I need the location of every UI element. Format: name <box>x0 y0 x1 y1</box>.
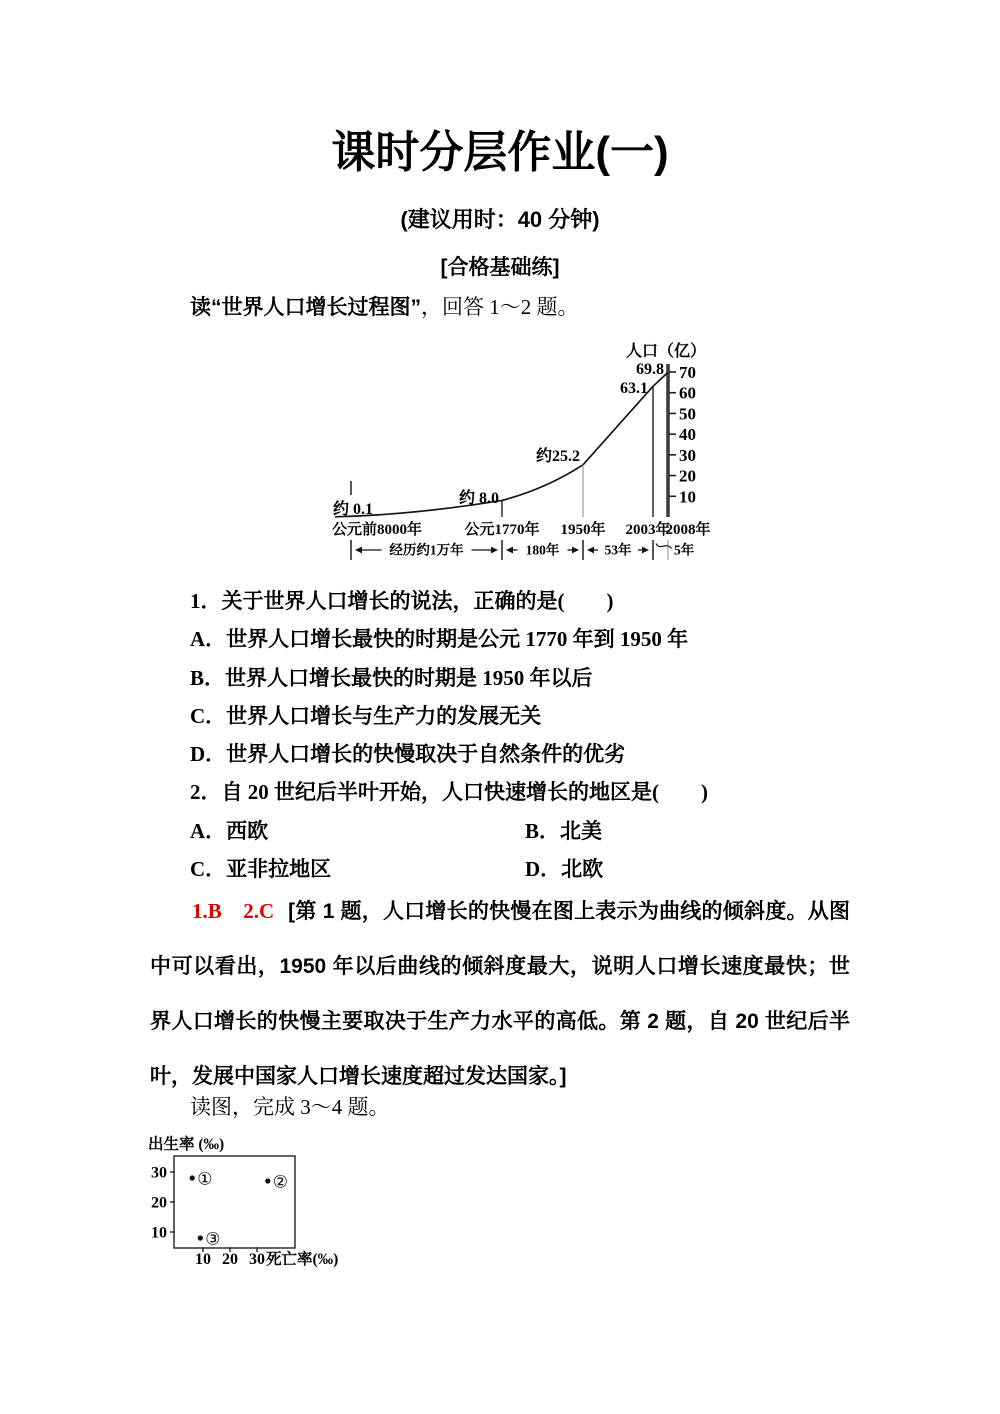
question-2-option-b: B．北美 <box>525 818 603 843</box>
answer-labels: 1.B 2.C <box>192 899 275 923</box>
point-label: 约25.2 <box>535 448 580 465</box>
arrowhead-right <box>572 547 579 554</box>
x-axis-label: 2003年 <box>625 522 671 538</box>
y-axis-title: 人口（亿） <box>625 343 707 360</box>
section-header: [合格基础练] <box>440 256 560 279</box>
reading-instruction-1 <box>190 292 579 323</box>
reading-instruction-2: 读图，完成 3～4 题。 <box>190 1095 390 1119</box>
y-tick-label: 70 <box>679 363 696 382</box>
data-point-label: ② <box>272 1172 289 1192</box>
interval-label: 180年 <box>525 542 560 558</box>
data-point <box>265 1178 270 1183</box>
point-label: 约 8.0 <box>458 490 499 507</box>
suggested-time: (建议用时：40 分钟) <box>400 207 600 232</box>
x-axis-label: 1950年 <box>560 522 606 538</box>
arrowhead-right <box>491 547 498 554</box>
question-2-option-d: D．北欧 <box>525 857 604 882</box>
y-tick-label: 20 <box>151 1194 167 1212</box>
arrowhead-left <box>355 547 362 554</box>
reading-instruction-1-bold: 读“世界人口增长过程图” <box>190 296 421 319</box>
x-tick-label: 10 <box>195 1251 211 1268</box>
interval-label: 53年 <box>604 542 632 558</box>
y-tick-label: 20 <box>679 466 696 486</box>
question-1-stem: 1．关于世界人口增长的说法，正确的是( ) <box>190 589 614 613</box>
question-2-stem: 2．自 20 世纪后半叶开始，人口快速增长的地区是( ) <box>190 780 708 805</box>
y-tick-label: 40 <box>679 425 696 445</box>
question-2-options-row-2 <box>190 850 885 888</box>
data-point <box>190 1175 195 1180</box>
question-2-option-c: C．亚非拉地区 <box>190 857 332 882</box>
interval-label: 经历约1万年 <box>389 542 464 558</box>
y-tick-label: 30 <box>151 1164 167 1182</box>
x-axis-label: 公元1770年 <box>464 522 540 538</box>
question-1-option-c: C．世界人口增长与生产力的发展无关 <box>190 703 542 728</box>
y-tick-label: 60 <box>679 383 696 403</box>
data-point <box>198 1235 203 1240</box>
y-tick-label: 50 <box>679 404 696 424</box>
answer-explanation-text: [第 1 题，人口增长的快慢在图上表示为曲线的倾斜度。从图中可以看出，1950 年以后曲线的倾斜度最大，说明人口增长速度最快；世界人口增长的快慢主要取决于生产力水平的高低。第 2 题，自 20 世纪后半叶，发展中国家人口增长速度超过发达国家。] <box>150 900 850 1088</box>
questions-block <box>190 582 885 888</box>
y-axis-title: 出生率 (‰) <box>148 1136 225 1153</box>
y-tick-label: 10 <box>679 487 696 507</box>
plot-box <box>174 1156 295 1248</box>
birth-death-rate-chart <box>140 1133 375 1278</box>
arrowhead-right <box>642 547 649 554</box>
y-tick-label: 30 <box>679 445 696 465</box>
interval-label: 5年 <box>674 542 695 558</box>
answer-explanation <box>150 884 850 1104</box>
question-2-options-row-1 <box>190 812 885 850</box>
data-point-label: ③ <box>205 1229 221 1249</box>
y-tick-label: 10 <box>151 1224 167 1242</box>
x-tick-label: 30 <box>249 1251 265 1268</box>
data-point-label: ① <box>197 1169 213 1189</box>
question-1-option-d: D．世界人口增长的快慢取决于自然条件的优劣 <box>190 742 626 767</box>
x-tick-label: 20 <box>222 1251 238 1268</box>
x-axis-label: 公元前8000年 <box>331 522 423 538</box>
arrowhead-left <box>506 547 513 554</box>
population-growth-chart <box>330 338 730 573</box>
question-1-option-b: B．世界人口增长最快的时期是 1950 年以后 <box>190 665 593 690</box>
page-title: 课时分层作业(一) <box>331 128 669 177</box>
x-axis-title: 死亡率(‰) <box>266 1251 339 1268</box>
point-label: 69.8 <box>636 361 664 378</box>
arrowhead-left <box>587 547 594 554</box>
interval-squiggle <box>656 544 672 549</box>
question-1-option-a: A．世界人口增长最快的时期是公元 1770 年到 1950 年 <box>190 627 689 652</box>
question-2-option-a: A．西欧 <box>190 818 269 843</box>
point-label: 约 0.1 <box>333 501 374 518</box>
reading-instruction-1-rest: ，回答 1～2 题。 <box>421 295 579 319</box>
point-label: 63.1 <box>620 380 648 397</box>
x-axis-label: 2008年 <box>665 522 711 538</box>
growth-curve <box>335 372 668 516</box>
